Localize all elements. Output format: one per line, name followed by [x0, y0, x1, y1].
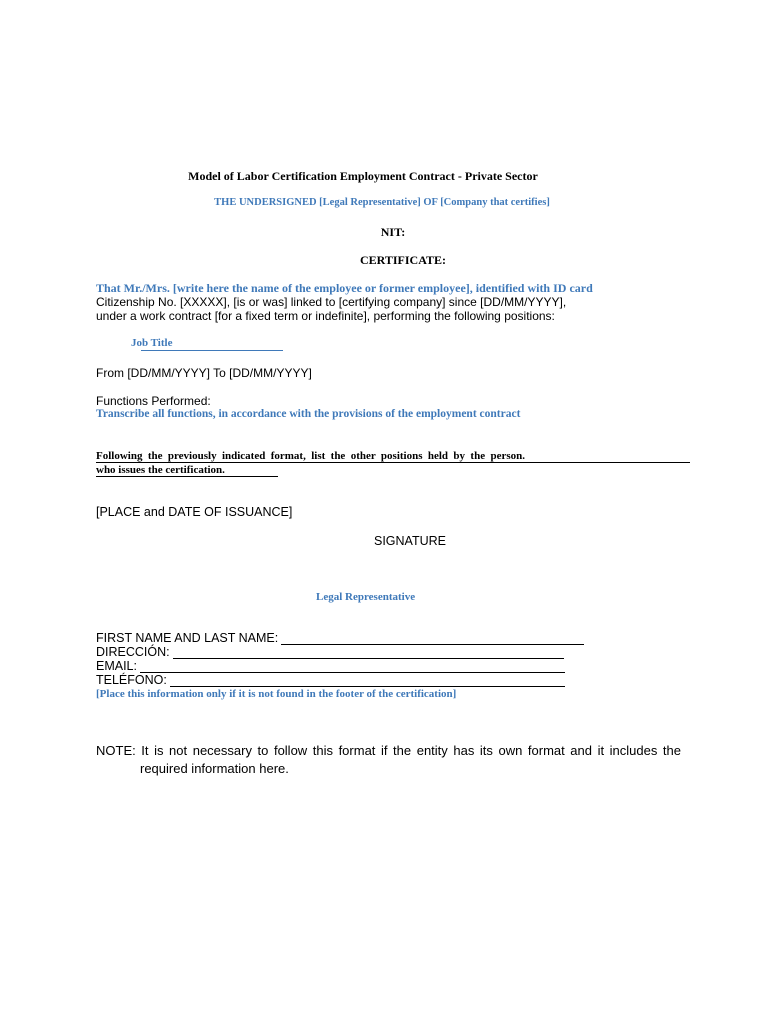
name-field-row: [96, 631, 584, 645]
note-line-1: NOTE: It is not necessary to follow this format if the entity has its own format and it includes the: [96, 743, 681, 758]
job-title: Job Title: [131, 337, 173, 349]
certificate-heading: CERTIFICATE:: [359, 253, 447, 267]
signature-label: SIGNATURE: [374, 534, 446, 548]
nit-label: NIT:: [380, 225, 406, 239]
footer-placement-note: [Place this information only if it is not found in the footer of the certification]: [96, 688, 457, 700]
following-line-1-underline: [96, 462, 690, 463]
place-and-date: [PLACE and DATE OF ISSUANCE]: [96, 505, 293, 519]
phone-field-row: [96, 673, 565, 687]
name-field-line[interactable]: [281, 633, 584, 645]
functions-label: Functions Performed:: [96, 394, 211, 408]
intro-line-1: That Mr./Mrs. [write here the name of the employee or former employee], identified with ID card: [96, 281, 593, 295]
date-range: From [DD/MM/YYYY] To [DD/MM/YYYY]: [96, 366, 312, 380]
document-title: Model of Labor Certification Employment Contract - Private Sector: [188, 169, 538, 183]
following-line-1: Following the previously indicated format, list the other positions held by the person.: [96, 450, 525, 462]
job-title-underline: [141, 350, 283, 351]
following-line-2-underline: [96, 476, 278, 477]
intro-line-2: Citizenship No. [XXXXX], [is or was] linked to [certifying company] since [DD/MM/YYYY],: [96, 295, 567, 309]
legal-representative: Legal Representative: [316, 591, 416, 603]
phone-field-label: TELÉFONO:: [96, 673, 167, 687]
undersigned-line: THE UNDERSIGNED [Legal Representative] OF [Company that certifies]: [214, 197, 550, 208]
name-field-label: FIRST NAME AND LAST NAME:: [96, 631, 279, 645]
address-field-label: DIRECCIÓN:: [96, 645, 170, 659]
intro-line-3: under a work contract [for a fixed term or indefinite], performing the following positions:: [96, 309, 555, 323]
functions-text: Transcribe all functions, in accordance with the provisions of the employment contract: [96, 408, 521, 420]
address-field-row: [96, 645, 564, 659]
address-field-line[interactable]: [173, 647, 564, 659]
following-line-2: who issues the certification.: [96, 464, 225, 476]
email-field-line[interactable]: [140, 661, 565, 673]
email-field-label: EMAIL:: [96, 659, 137, 673]
email-field-row: [96, 659, 565, 673]
note-line-2: required information here.: [140, 761, 289, 776]
phone-field-line[interactable]: [170, 675, 565, 687]
